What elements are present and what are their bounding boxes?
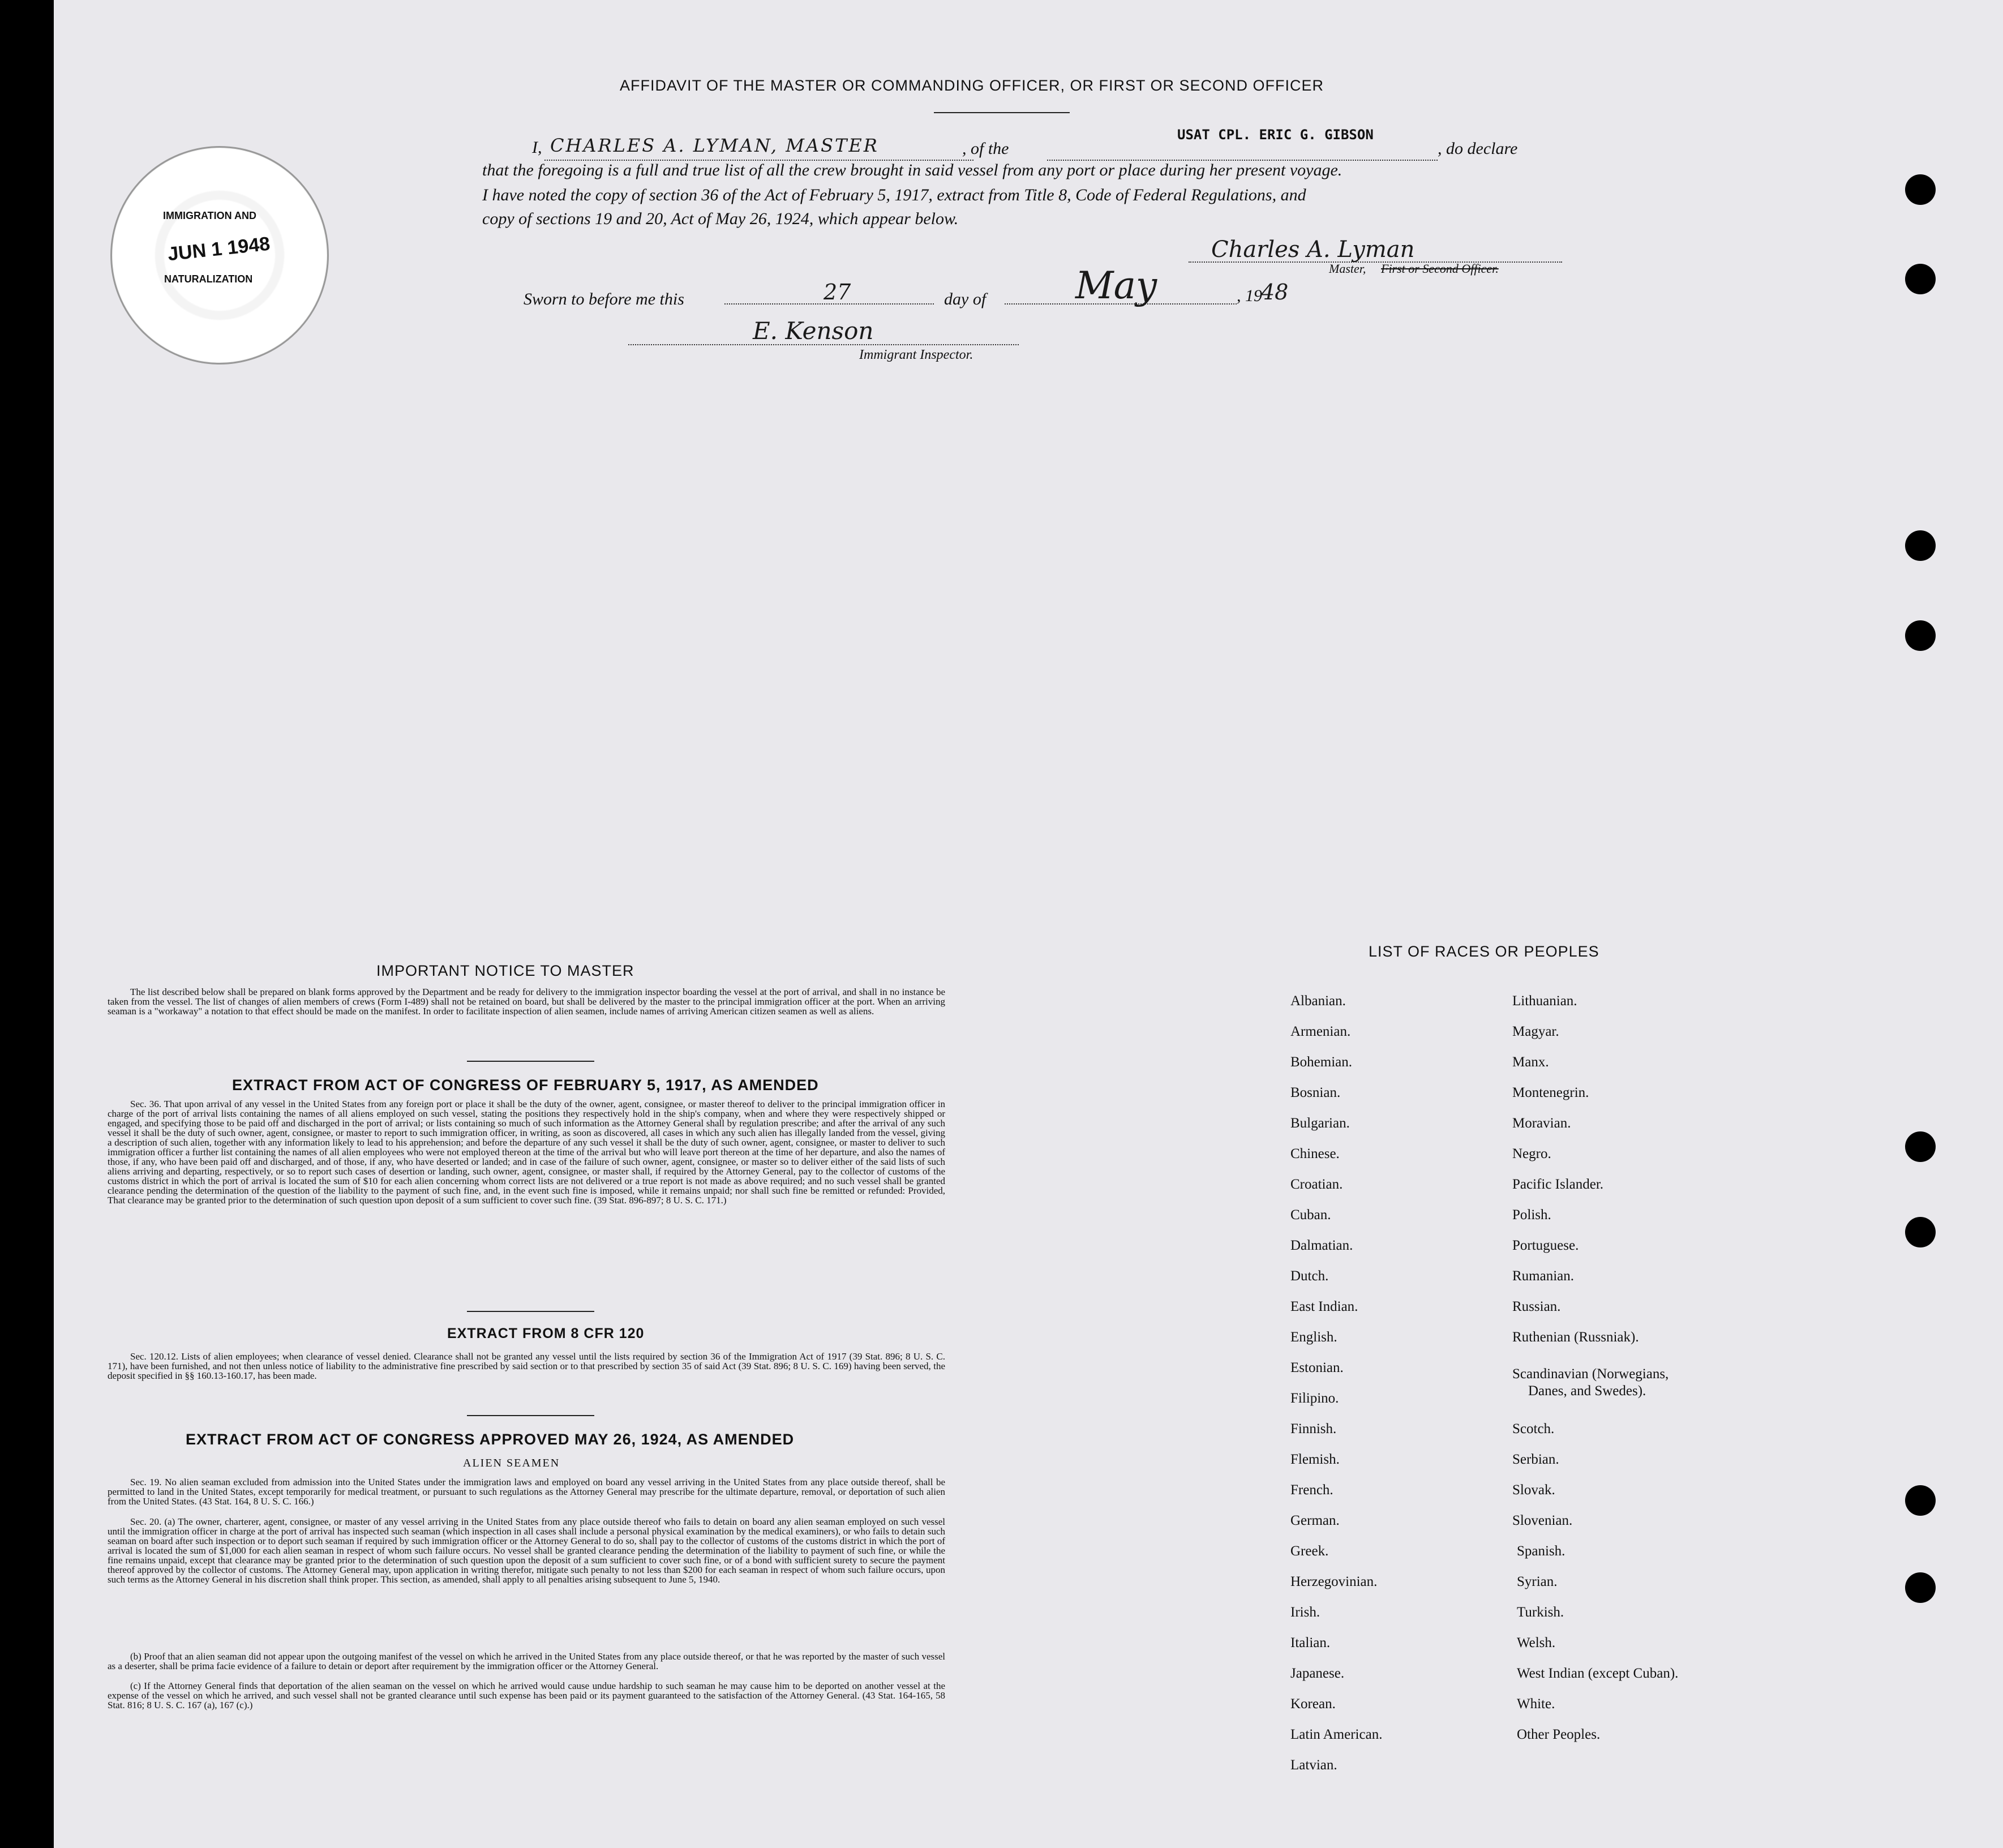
race-item: Other Peoples. [1517, 1727, 1601, 1742]
race-item: Lithuanian. [1512, 993, 1577, 1009]
race-item: Croatian. [1290, 1177, 1343, 1192]
extract-1924-sec19: Sec. 19. No alien seaman excluded from admission into the United States under the immigration laws and employed on board any vessel arriving in the United States from any place outside thereof, shall be permitted to land in the United States, except temporarily for medical treatment, or pursuant to such regulations as the Attorney General may prescribe for the ultimate departure, removal, or deportation of such alien from the United States. (43 Stat. 164, 8 U. S. C. 166.) [108, 1477, 945, 1507]
race-item: Portuguese. [1512, 1238, 1579, 1253]
race-item: Scandinavian (Norwegians, [1512, 1366, 1669, 1382]
race-item: Bulgarian. [1290, 1116, 1350, 1131]
race-item: Armenian. [1290, 1024, 1351, 1039]
inspector-line [628, 344, 1019, 345]
punch-hole [1905, 1485, 1936, 1516]
race-item: West Indian (except Cuban). [1517, 1666, 1679, 1681]
race-item: Rumanian. [1512, 1268, 1575, 1284]
stamp-text-a: IMMIGRATION AND [163, 210, 256, 221]
race-item: Syrian. [1517, 1574, 1558, 1589]
race-item: Herzegovinian. [1290, 1574, 1378, 1589]
race-item: Turkish. [1517, 1605, 1564, 1620]
race-item: Bohemian. [1290, 1054, 1353, 1070]
race-item: Ruthenian (Russniak). [1512, 1330, 1639, 1345]
affidavit-title: AFFIDAVIT OF THE MASTER OR COMMANDING OFFICER, OR FIRST OR SECOND OFFICER [620, 77, 1324, 94]
punch-hole [1905, 620, 1936, 651]
of-the-label: , of the [962, 139, 1009, 158]
race-item: Montenegrin. [1512, 1085, 1589, 1100]
extract-1924-sec20a: Sec. 20. (a) The owner, charterer, agent, consignee, or master of any vessel arriving in the United States from any place outside thereof who fails to detain on board any alien seaman employed on such vessel until the immigration officer in charge at the port of arrival has inspected such seaman (which inspection in all cases shall include a personal physical examination by the medical examiners), or who fails to detain such seaman on board after such inspection or to deport such seaman if required by such immigration officer or the Attorney General to do so, shall pay to the collector of customs of the customs district in which the port of arrival is located the sum of $1,000 for each alien seaman in respect of whom such failure occurs. No vessel shall be granted clearance pending the determination of the liability to payment of such fine, or while the fine remains unpaid, except that clearance may be granted prior to the determination of such question upon the deposit of a sum sufficient to cover such fine, or of a bond with sufficient surety to secure the payment thereof approved by the collector of customs. The Attorney General may, upon application in writing therefor, mitigate such penalty to not less than $200 for each seaman in respect of whom such failure occurs, upon such terms as the Attorney General in his discretion shall think proper. This section, as amended, shall apply to all penalties arising subsequent to June 5, 1940. [108, 1516, 945, 1585]
race-item: Manx. [1512, 1054, 1549, 1070]
punch-hole [1905, 1131, 1936, 1162]
immigration-stamp [110, 146, 329, 365]
sworn-year: 48 [1261, 280, 1289, 305]
sworn-month: May [1075, 264, 1157, 307]
race-item: Scotch. [1512, 1421, 1555, 1437]
affidavit-line-4: copy of sections 19 and 20, Act of May 26, 1924, which appear below. [482, 209, 959, 228]
extract-1924-sec20b: (b) Proof that an alien seaman did not appear upon the outgoing manifest of the vessel on which he arrived in the United States from any place outside thereof, or that he was reported by the master of such vessel as a deserter, shall be prima facie evidence of a failure to detain or deport after requirement by the immigration officer or the Attorney General. [108, 1651, 945, 1671]
race-item: Moravian. [1512, 1116, 1571, 1131]
punch-hole [1905, 1572, 1936, 1603]
races-title: LIST OF RACES OR PEOPLES [1369, 943, 1599, 960]
extract-1924-sec20c: (c) If the Attorney General finds that deportation of the alien seaman on the vessel on which he arrived would cause undue hardship to such seaman he may cause him to be deported on another vessel at the expense of the vessel on which he arrived, and such vessel shall not be granted clearance until such expense has been paid or its payment guaranteed to the satisfaction of the Attorney General. (43 Stat. 164-165, 58 Stat. 816; 8 U. S. C. 167 (a), 167 (c).) [108, 1680, 945, 1710]
race-item: Chinese. [1290, 1146, 1340, 1161]
race-item: Filipino. [1290, 1391, 1339, 1406]
race-item: Pacific Islander. [1512, 1177, 1604, 1192]
extract-1917-title: EXTRACT FROM ACT OF CONGRESS OF FEBRUARY 5, 1917, AS AMENDED [232, 1077, 819, 1094]
extract-cfr-title: EXTRACT FROM 8 CFR 120 [447, 1326, 645, 1341]
notice-title: IMPORTANT NOTICE TO MASTER [376, 962, 634, 979]
race-item: Japanese. [1290, 1666, 1345, 1681]
race-item: Latvian. [1290, 1757, 1337, 1773]
punch-hole [1905, 1217, 1936, 1247]
race-item: Irish. [1290, 1605, 1320, 1620]
race-item: Magyar. [1512, 1024, 1559, 1039]
affidavit-line-3: I have noted the copy of section 36 of the Act of February 5, 1917, extract from Title 8, Code of Federal Regulations, and [482, 186, 1306, 204]
race-item: Serbian. [1512, 1452, 1559, 1467]
race-item: Albanian. [1290, 993, 1346, 1009]
race-item: Finnish. [1290, 1421, 1337, 1437]
i-label: I, [532, 138, 542, 157]
extract-cfr-text: Sec. 120.12. Lists of alien employees; when clearance of vessel denied. Clearance shall not be granted any vessel until the lists required by section 36 of the Immigration Act of 1917 (39 Stat. 896; 8 U. S. C. 171), have been furnished, and not then unless notice of liability to the administrative fine prescribed by said section or to that prescribed by section 35 of said Act (39 Stat. 896; 8 U. S. C. 169) having been served, the deposit specified in §§ 160.13-160.17, has been made. [108, 1351, 945, 1381]
punch-hole [1905, 530, 1936, 561]
race-item: French. [1290, 1482, 1333, 1498]
affidavit-line-2: that the foregoing is a full and true list of all the crew brought in said vessel from any port or place during her present voyage. [482, 161, 1343, 179]
do-declare-label: , do declare [1438, 139, 1518, 158]
divider [934, 112, 1070, 113]
signature-line [1189, 261, 1562, 263]
race-item: Latin American. [1290, 1727, 1383, 1742]
inspector-caption: Immigrant Inspector. [859, 348, 973, 362]
divider [467, 1415, 594, 1416]
master-signature: Charles A. Lyman [1211, 237, 1415, 263]
year-prefix: , 19 [1237, 286, 1262, 305]
day-of-label: day of [944, 290, 987, 308]
extract-1924-title: EXTRACT FROM ACT OF CONGRESS APPROVED MAY 26, 1924, AS AMENDED [186, 1431, 795, 1448]
declarant-name: CHARLES A. LYMAN, MASTER [550, 135, 879, 156]
race-item: Dalmatian. [1290, 1238, 1353, 1253]
race-item: Danes, and Swedes). [1528, 1383, 1646, 1399]
race-item: Russian. [1512, 1299, 1561, 1314]
race-item: Estonian. [1290, 1360, 1344, 1375]
race-item: Spanish. [1517, 1543, 1565, 1559]
race-item: White. [1517, 1696, 1555, 1712]
race-item: German. [1290, 1513, 1340, 1528]
race-item: Dutch. [1290, 1268, 1329, 1284]
race-item: Negro. [1512, 1146, 1551, 1161]
race-item: Flemish. [1290, 1452, 1340, 1467]
extract-1924-subtitle: ALIEN SEAMEN [463, 1457, 560, 1469]
race-item: Slovenian. [1512, 1513, 1573, 1528]
sworn-label: Sworn to before me this [524, 290, 684, 308]
vessel-name: USAT CPL. ERIC G. GIBSON [1177, 127, 1374, 143]
punch-hole [1905, 264, 1936, 294]
race-item: Slovak. [1512, 1482, 1555, 1498]
race-item: Polish. [1512, 1207, 1551, 1223]
master-caption: Master, [1329, 261, 1366, 276]
race-item: Greek. [1290, 1543, 1329, 1559]
race-item: East Indian. [1290, 1299, 1358, 1314]
race-item: English. [1290, 1330, 1337, 1345]
race-item: Cuban. [1290, 1207, 1331, 1223]
punch-hole [1905, 174, 1936, 205]
stamp-text-b: NATURALIZATION [164, 273, 253, 285]
extract-1917-text: Sec. 36. That upon arrival of any vessel in the United States from any foreign port or place it shall be the duty of the owner, agent, consignee, or master thereof to deliver to the principal immigration officer in charge of the port of arrival lists containing the names of all aliens employed on such vessel, stating the positions they respectively hold in the ship's company, when and where they were respectively shipped or engaged, and specifying those to be paid off and discharged in the port of arrival; or lists containing so much of such information as the Attorney General shall by regulation prescribe; and after the arrival of any such vessel it shall be the duty of such owner, agent, consignee, or master to report to such immigration officer, in writing, as soon as discovered, all cases in which any such alien has illegally landed from the vessel, giving a description of such alien, together with any information likely to lead to his apprehension; and before the departure of any such vessel it shall be the duty of such owner, agent, consignee, or master to deliver to such immigration officer a further list containing the names of all alien employees who were not employed thereon at the time of the arrival but who will leave port thereon at the time of her departure, and also the names of those, if any, who have been paid off and discharged, and of those, if any, who have deserted or landed; and in case of the failure of such owner, agent, consignee, or master so to deliver either of the said lists of such aliens arriving and departing, respectively, or so to report such cases of desertion or landing, such owner, agent, consignee, or master shall, if required by the Attorney General, pay to the collector of customs of the customs district in which the port of arrival is located the sum of $10 for each alien concerning whom correct lists are not delivered or a true report is not made as above required; and no such vessel shall be granted clearance pending the determination of the question of the liability to the payment of such fine, and, in the event such fine is imposed, while it remains unpaid; nor shall such fine be remitted or refunded: Provided, That clearance may be granted prior to the determination of such question upon deposit of a sum sufficient to cover such fine. (39 Stat. 896-897; 8 U. S. C. 171.) [108, 1099, 945, 1206]
race-item: Korean. [1290, 1696, 1336, 1712]
divider [467, 1061, 594, 1062]
struck-caption: First or Second Officer. [1381, 261, 1499, 276]
divider [467, 1311, 594, 1312]
sworn-day: 27 [823, 280, 851, 305]
race-item: Welsh. [1517, 1635, 1556, 1650]
race-item: Italian. [1290, 1635, 1331, 1650]
race-item: Bosnian. [1290, 1085, 1341, 1100]
stamp-date: JUN 1 1948 [166, 233, 271, 265]
inspector-signature: E. Kenson [753, 317, 874, 345]
notice-text: The list described below shall be prepared on blank forms approved by the Department and be ready for delivery to the immigration inspector boarding the vessel at the port of arrival, and shall in no instance be taken from the vessel. The list of changes of alien members of crews (Form I-489) shall not be retained on board, but shall be delivered by the master to the principal immigration officer at the port. When an arriving seaman is a "workaway" a notation to that effect should be made on the manifest. In order to facilitate inspection of alien seamen, include names of arriving American citizen seamen as well as aliens. [108, 987, 945, 1017]
